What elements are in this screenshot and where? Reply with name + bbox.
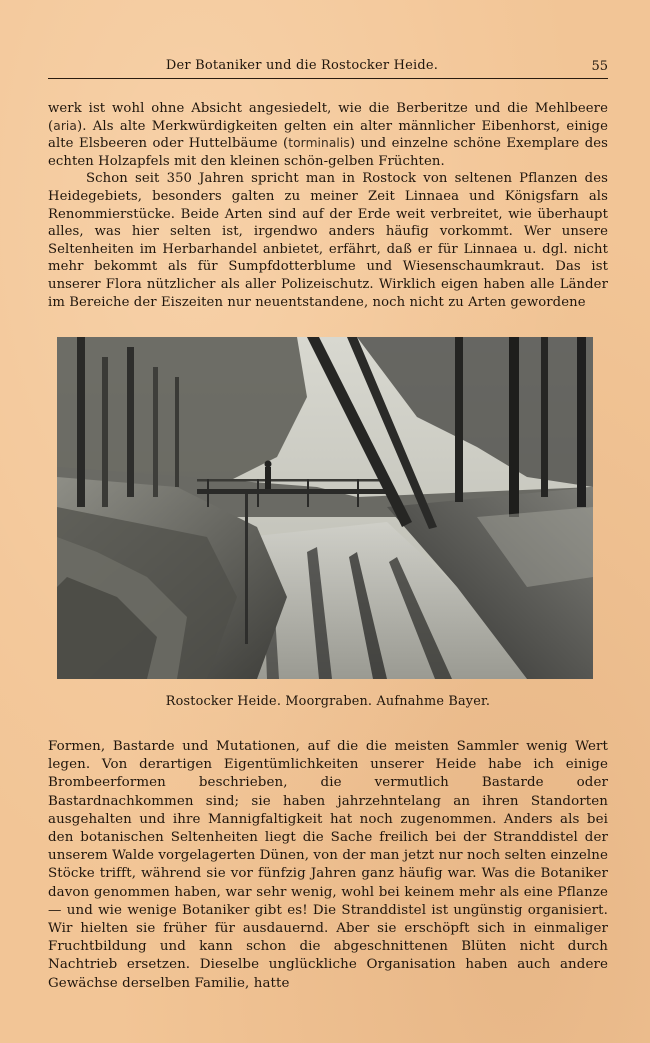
running-title: Der Botaniker und die Rostocker Heide. <box>165 58 439 73</box>
photo-illustration <box>57 337 593 679</box>
text-block-bottom <box>48 738 608 993</box>
paragraph: Formen, Bastarde und Mutationen, auf die die meisten Sammler wenig Wert legen. Von derartigen Eigentümlichkeiten unserer Heide habe ich einige Brombeerformen beschrieben, die vermutlich Bastarde oder Bastardnachkommen sind; sie haben jahrzehntelang an ihren Standorten ausgehalten und ihre Mannigfaltigkeit hat noch zugenommen. Anders als bei den botanischen Seltenheiten liegt die Sache freilich bei der Stranddistel der unserem Walde vorgelagerten Dünen, von der man jetzt nur noch selten einzelne Stöcke trifft, während sie vor fünfzig Jahren ganz häufig war. Was die Botaniker davon genommen haben, war sehr wenig, wohl bei keinem mehr als eine Pflanze — und wie wenige Botaniker gibt es! Die Stranddistel ist ungünstig organisiert. Wir hielten sie früher für ausdauernd. Aber sie erschöpft sich in einmaliger Fruchtbildung und kann schon die abgeschnittenen Blüten nicht durch Nachtrieb ersetzen. Dieselbe unglückliche Organisation haben auch andere Gewächse derselben Familie, hatte <box>48 739 608 991</box>
text-run: ). Als alte Merkwürdigkeiten gelten ein alter männlicher Eibenhorst, einige alte Elsbeeren oder Huttelbäume ( <box>48 118 608 152</box>
text-run: ) und einzelne schöne Exemplare des echten Holzapfels mit den kleinen schön-gelben Früchten. <box>48 136 609 169</box>
paragraph: Schon seit 350 Jahren spricht man in Rostock von seltenen Pflanzen des Heidegebiets, besonders galten zu meiner Zeit Linnaea und Königsfarn als Renommierstücke. Beide Arten sind auf der Erde weit verbreitet, wie überhaupt alles, was hier selten ist, irgendwo anders häufig vorkommt. Wer unsere Seltenheiten im Herbarhandel anbietet, erfährt, daß er für Linnaea u. dgl. nicht mehr bekommt als für Sumpfdotterblume und Wiesenschaumkraut. Das ist unserer Flora nützlicher als aller Polizeischutz. Wirklich eigen haben alle Länder im Bereiche der Eiszeiten nur neuentstandene, noch nicht zu Arten gewordene <box>48 171 608 310</box>
page-number: 55 <box>591 59 608 74</box>
photograph-moorgraben <box>57 337 593 679</box>
figure-caption: Rostocker Heide. Moorgraben. Aufnahme Bayer. <box>165 694 491 709</box>
running-head <box>48 58 608 79</box>
text-run: werk ist wohl ohne Absicht angesiedelt, wie die Berberitze und die Mehlbeere ( <box>48 101 608 134</box>
latin-term: aria <box>53 118 77 133</box>
latin-term: torminalis <box>288 136 350 151</box>
paragraph-continued <box>48 100 608 170</box>
text-block-top <box>48 100 608 311</box>
